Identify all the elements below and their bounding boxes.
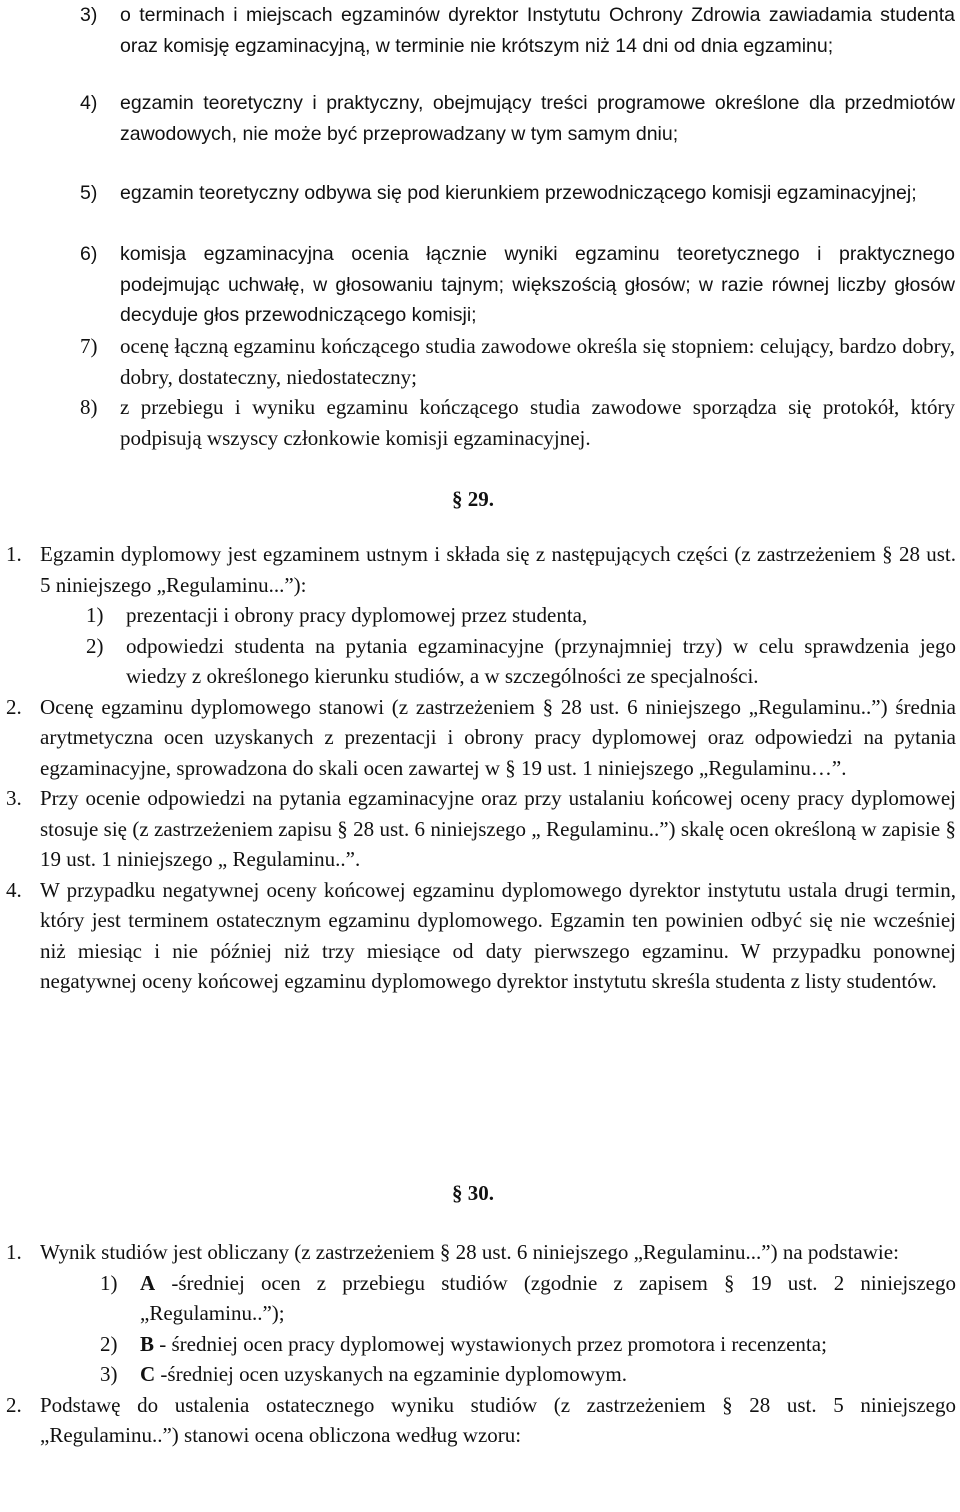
sub-item-number: 2) xyxy=(100,1331,118,1356)
paragraph-item xyxy=(6,692,956,784)
item-text: Podstawę do ustalenia ostatecznego wyniku studiów (z zastrzeżeniem § 28 ust. 5 niniejszego „Regulaminu..”) stanowi ocena obliczona według wzoru: xyxy=(40,1392,956,1447)
section-30-body xyxy=(6,1237,956,1451)
list-item xyxy=(80,178,955,209)
sub-item-number: 3) xyxy=(100,1362,118,1386)
item-number: 5) xyxy=(80,182,98,204)
item-text: o terminach i miejscach egzaminów dyrektor Instytutu Ochrony Zdrowia zawiadamia studenta oraz komisję egzaminacyjną, w terminie nie krótszym niż 14 dni od dnia egzaminu; xyxy=(120,4,955,57)
item-text: Egzamin dyplomowy jest egzaminem ustnym i składa się z następujących części (z zastrzeżeniem § 28 ust. 5 niniejszego „Regulaminu...”): xyxy=(40,542,956,597)
paragraph-item xyxy=(6,1237,956,1390)
component-letter: B xyxy=(140,1331,155,1356)
list-item xyxy=(80,392,955,453)
item-text: z przebiegu i wyniku egzaminu kończącego studia zawodowe sporządza się protokół, który podpisują wszyscy członkowie komisji egzaminacyjnej. xyxy=(120,395,955,450)
sub-item xyxy=(86,631,956,692)
item-number: 4) xyxy=(80,92,98,114)
item-number: 3) xyxy=(80,4,98,26)
sub-item xyxy=(86,600,956,631)
sub-item xyxy=(100,1268,956,1329)
section-heading-29: § 29. xyxy=(452,487,494,511)
sub-list xyxy=(6,1268,956,1390)
sub-item-number: 1) xyxy=(86,603,104,627)
component-letter: C xyxy=(140,1362,156,1386)
item-number: 2. xyxy=(6,1392,22,1417)
item-text: komisja egzaminacyjna ocenia łącznie wyniki egzaminu teoretycznego i praktycznego podejmując uchwałę, w głosowaniu tajnym; większością głosów; w razie równej liczby głosów decyduje głos przewodniczącego komisji; xyxy=(120,243,955,326)
sub-item-text: prezentacji i obrony pracy dyplomowej przez studenta, xyxy=(126,603,588,627)
item-text: Wynik studiów jest obliczany (z zastrzeżeniem § 28 ust. 6 niniejszego „Regulaminu...”) na podstawie: xyxy=(40,1240,899,1264)
sub-item-text: odpowiedzi studenta na pytania egzaminacyjne (przynajmniej trzy) w celu sprawdzenia jego wiedzy z określonego kierunku studiów, a w szczególności ze specjalności. xyxy=(126,633,956,688)
paragraph-item xyxy=(6,875,956,997)
list-item xyxy=(80,239,955,331)
sub-item-number: 2) xyxy=(86,633,104,658)
component-letter: A xyxy=(140,1270,156,1295)
item-text: ocenę łączną egzaminu kończącego studia zawodowe określa się stopniem: celujący, bardzo dobry, dobry, dostateczny, niedostateczny; xyxy=(120,334,955,389)
sub-list xyxy=(6,600,956,692)
sub-item xyxy=(100,1359,956,1390)
item-text: egzamin teoretyczny i praktyczny, obejmujący treści programowe określone dla przedmiotów zawodowych, nie może być przeprowadzany w tym samym dniu; xyxy=(120,92,955,145)
item-number: 4. xyxy=(6,877,22,902)
item-number: 8) xyxy=(80,395,98,419)
paragraph-item xyxy=(6,1390,956,1451)
item-number: 1. xyxy=(6,1240,22,1264)
item-number: 2. xyxy=(6,694,22,719)
list-item xyxy=(80,0,955,61)
section-29-body xyxy=(6,539,956,997)
item-number: 7) xyxy=(80,334,98,358)
sub-item-text: -średniej ocen z przebiegu studiów (zgodnie z zapisem § 19 ust. 2 niniejszego „Regulaminu..”); xyxy=(140,1270,956,1325)
sub-item xyxy=(100,1329,956,1360)
item-number: 1. xyxy=(6,542,22,566)
item-number: 3. xyxy=(6,786,22,810)
item-number: 6) xyxy=(80,243,98,265)
item-text: Ocenę egzaminu dyplomowego stanowi (z zastrzeżeniem § 28 ust. 6 niniejszego „Regulaminu..”) średnia arytmetyczna ocen uzyskanych z prezentacji i obrony pracy dyplomowej oraz odpowiedzi na pytania egzaminacyjne, sprowadzona do skali ocen zawartej w § 19 ust. 1 niniejszego „Regulaminu…”. xyxy=(40,694,956,780)
section-heading-30: § 30. xyxy=(452,1181,494,1205)
list-item xyxy=(80,331,955,392)
item-text: Przy ocenie odpowiedzi na pytania egzaminacyjne oraz przy ustalaniu końcowej oceny pracy dyplomowej stosuje się (z zastrzeżeniem zapisu § 28 ust. 6 niniejszego „ Regulaminu..”) skalę ocen określoną w zapisie § 19 ust. 1 niniejszego „ Regulaminu..”. xyxy=(40,786,956,871)
paragraph-item xyxy=(6,539,956,692)
item-text: W przypadku negatywnej oceny końcowej egzaminu dyplomowego dyrektor instytutu ustala drugi termin, który jest terminem ostatecznym egzaminu dyplomowego. Egzamin ten powinien odbyć się nie wcześniej niż miesiąc i nie później niż trzy miesiące od daty pierwszego egzaminu. W przypadku ponownej negatywnej oceny końcowej egzaminu dyplomowego dyrektor instytutu skreśla studenta z listy studentów. xyxy=(40,877,956,993)
item-text: egzamin teoretyczny odbywa się pod kierunkiem przewodniczącego komisji egzaminacyjnej; xyxy=(120,182,917,204)
sub-item-number: 1) xyxy=(100,1270,118,1295)
sub-item-text: - średniej ocen pracy dyplomowej wystawionych przez promotora i recenzenta; xyxy=(154,1331,827,1356)
list-item xyxy=(80,88,955,149)
sub-item-text: -średniej ocen uzyskanych na egzaminie dyplomowym. xyxy=(155,1362,627,1386)
paragraph-item xyxy=(6,783,956,875)
